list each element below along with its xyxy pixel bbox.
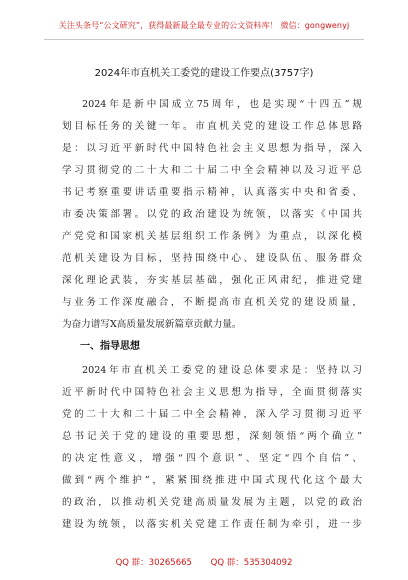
text-line: 党的二十大和二十届二中全会精神，深入学习贯彻习近平 <box>62 409 362 420</box>
section-paragraph <box>62 360 362 540</box>
text-line: 范机关建设为目标，坚持围绕中心、建设队伍、服务群众 <box>62 253 362 264</box>
qq-group-2: QQ 群：535304092 <box>210 558 293 568</box>
text-line: 的政治，以推动机关党建高质量发展为主题，以党的政治 <box>62 497 362 508</box>
text-line: 做到“两个维护”，紧紧围绕推进中国式现代化这个最大 <box>62 475 362 486</box>
text-line: 近平新时代中国特色社会主义思想为指导，全面贯彻落实 <box>62 387 362 398</box>
text-line: 的决定性意义，增强“四个意识”、坚定“四个自信”、 <box>62 453 362 464</box>
text-line: 是：以习近平新时代中国特色社会主义思想为指导，深入 <box>62 143 362 154</box>
text-line: 产党党和国家机关基层组织工作条例》为重点，以深化模 <box>62 231 362 242</box>
text-line: 学习贯彻党的二十大和二十届二中全会精神以及习近平总 <box>62 165 362 176</box>
text-line: 市委决策部署。以党的政治建设为统领，以落实《中国共 <box>62 209 362 220</box>
header-divider <box>44 39 364 40</box>
text-line: 深化理论武装，夯实基层基础，强化正风肃纪，推进党建 <box>62 275 362 286</box>
text-line: 划目标任务的关键一年。市直机关党的建设工作总体思路 <box>62 121 362 132</box>
text-line: 建设为统领，以落实机关党建工作责任制为牵引，进一步 <box>62 519 362 530</box>
text-line: 与业务工作深度融合，不断提高市直机关党的建设质量， <box>62 297 362 308</box>
text-line: 书记考察重要讲话重要指示精神，认真落实中央和省委、 <box>62 187 362 198</box>
section-heading: 一、指导思想 <box>80 341 140 352</box>
qq-group-1: QQ 群：30265665 <box>115 558 192 568</box>
header-banner: 关注头条号“公文研究”，获得最新最全最专业的公文资料库！ 微信：gongwenyj <box>58 21 350 30</box>
document-title: 2024年市直机关工委党的建设工作要点(3757字) <box>94 68 314 79</box>
text-line: 为奋力谱写X高质量发展新篇章贡献力量。 <box>62 319 242 330</box>
text-line: 总书记关于党的建设的重要思想，深刻领悟“两个确立” <box>62 431 362 442</box>
footer-contact <box>0 556 408 568</box>
intro-paragraph <box>62 94 362 344</box>
text-line: 2024年市直机关工委党的建设总体要求是：坚持以习 <box>82 365 362 376</box>
text-line: 2024年是新中国成立75周年，也是实现“十四五”规 <box>82 99 362 110</box>
